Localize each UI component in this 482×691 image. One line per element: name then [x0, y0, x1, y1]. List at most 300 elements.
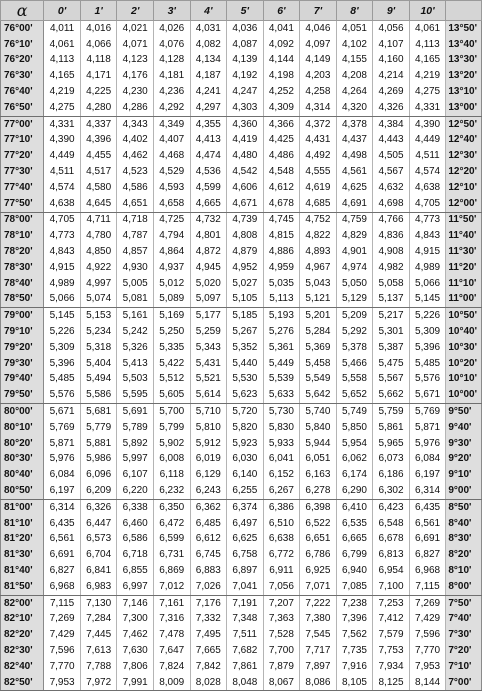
table-body [1, 21, 482, 691]
value-cell: 4,372 [300, 116, 337, 132]
value-cell: 4,437 [336, 133, 373, 149]
value-cell: 4,893 [300, 244, 337, 260]
value-cell: 7,071 [300, 579, 337, 595]
value-cell: 7,579 [373, 627, 410, 643]
value-cell: 4,320 [336, 100, 373, 116]
value-cell: 6,118 [153, 467, 190, 483]
right-angle-header [446, 1, 482, 21]
value-cell: 6,786 [300, 547, 337, 563]
value-cell: 5,458 [300, 356, 337, 372]
value-cell: 4,498 [336, 148, 373, 164]
value-cell: 5,217 [373, 308, 410, 324]
value-cell: 4,181 [153, 68, 190, 84]
value-cell: 4,462 [117, 148, 154, 164]
value-cell: 4,586 [117, 180, 154, 196]
value-cell: 4,378 [336, 116, 373, 132]
value-cell: 6,612 [190, 532, 227, 548]
value-cell: 7,596 [409, 627, 446, 643]
value-cell: 6,561 [44, 532, 81, 548]
value-cell: 7,269 [44, 611, 81, 627]
value-cell: 6,883 [190, 563, 227, 579]
complement-angle-cell: 10°10' [446, 372, 482, 388]
value-cell: 5,769 [44, 420, 81, 436]
value-cell: 4,241 [190, 84, 227, 100]
table-row [1, 260, 482, 276]
value-cell: 6,267 [263, 483, 300, 499]
value-cell: 6,447 [80, 516, 117, 532]
value-cell: 5,567 [373, 372, 410, 388]
value-cell: 7,300 [117, 611, 154, 627]
value-cell: 6,827 [44, 563, 81, 579]
value-cell: 5,539 [263, 372, 300, 388]
value-cell: 5,871 [44, 436, 81, 452]
value-cell: 5,633 [263, 387, 300, 403]
value-cell: 8,105 [336, 675, 373, 691]
angle-cell: 81°20' [1, 532, 44, 548]
value-cell: 6,841 [80, 563, 117, 579]
value-cell: 7,511 [227, 627, 264, 643]
value-cell: 5,378 [336, 340, 373, 356]
value-cell: 4,711 [80, 212, 117, 228]
complement-angle-cell: 8°30' [446, 532, 482, 548]
value-cell: 5,396 [44, 356, 81, 372]
value-cell: 6,073 [373, 452, 410, 468]
value-cell: 4,066 [80, 37, 117, 53]
value-cell: 4,593 [153, 180, 190, 196]
minute-header: 3' [153, 1, 190, 21]
value-cell: 4,982 [373, 260, 410, 276]
value-cell: 5,145 [44, 308, 81, 324]
value-cell: 5,250 [153, 324, 190, 340]
table-row [1, 387, 482, 403]
angle-cell: 82°40' [1, 659, 44, 675]
value-cell: 7,934 [373, 659, 410, 675]
value-cell: 7,528 [263, 627, 300, 643]
value-cell: 6,362 [190, 499, 227, 515]
table-row [1, 516, 482, 532]
value-cell: 4,236 [153, 84, 190, 100]
value-cell: 5,012 [153, 276, 190, 292]
complement-angle-cell: 8°10' [446, 563, 482, 579]
value-cell: 4,671 [227, 196, 264, 212]
value-cell: 4,638 [44, 196, 81, 212]
value-cell: 6,897 [227, 563, 264, 579]
value-cell: 4,160 [373, 53, 410, 69]
table-row [1, 627, 482, 643]
table-row [1, 611, 482, 627]
value-cell: 5,387 [373, 340, 410, 356]
value-cell: 6,232 [153, 483, 190, 499]
value-cell: 5,226 [44, 324, 81, 340]
value-cell: 4,930 [117, 260, 154, 276]
value-cell: 5,652 [336, 387, 373, 403]
value-cell: 4,759 [336, 212, 373, 228]
angle-cell: 77°00' [1, 116, 44, 132]
value-cell: 6,314 [44, 499, 81, 515]
value-cell: 8,048 [227, 675, 264, 691]
table-row [1, 643, 482, 659]
value-cell: 5,830 [263, 420, 300, 436]
value-cell: 7,953 [409, 659, 446, 675]
table-row [1, 452, 482, 468]
value-cell: 5,309 [44, 340, 81, 356]
value-cell: 7,207 [263, 595, 300, 611]
value-cell: 4,252 [263, 84, 300, 100]
value-cell: 4,208 [336, 68, 373, 84]
value-cell: 4,678 [263, 196, 300, 212]
value-cell: 5,475 [373, 356, 410, 372]
value-cell: 5,954 [336, 436, 373, 452]
complement-angle-cell: 7°30' [446, 627, 482, 643]
value-cell: 7,735 [336, 643, 373, 659]
value-cell: 6,691 [409, 532, 446, 548]
minute-header: 10' [409, 1, 446, 21]
value-cell: 4,766 [373, 212, 410, 228]
value-cell: 4,449 [409, 133, 446, 149]
value-cell: 6,435 [44, 516, 81, 532]
value-cell: 4,638 [409, 180, 446, 196]
value-cell: 7,545 [300, 627, 337, 643]
angle-cell: 77°40' [1, 180, 44, 196]
complement-angle-cell: 10°40' [446, 324, 482, 340]
value-cell: 6,030 [227, 452, 264, 468]
value-cell: 6,855 [117, 563, 154, 579]
value-cell: 7,146 [117, 595, 154, 611]
minute-header: 4' [190, 1, 227, 21]
value-cell: 4,787 [117, 228, 154, 244]
value-cell: 4,915 [44, 260, 81, 276]
value-cell: 7,879 [263, 659, 300, 675]
value-cell: 4,886 [263, 244, 300, 260]
value-cell: 6,827 [409, 547, 446, 563]
value-cell: 5,449 [263, 356, 300, 372]
value-cell: 6,008 [153, 452, 190, 468]
value-cell: 6,255 [227, 483, 264, 499]
value-cell: 5,710 [190, 404, 227, 420]
value-cell: 4,468 [153, 148, 190, 164]
table-row [1, 532, 482, 548]
value-cell: 6,561 [409, 516, 446, 532]
value-cell: 5,292 [336, 324, 373, 340]
table-row [1, 116, 482, 132]
value-cell: 4,705 [44, 212, 81, 228]
angle-cell: 78°20' [1, 244, 44, 260]
value-cell: 5,284 [300, 324, 337, 340]
angle-cell: 80°00' [1, 404, 44, 420]
value-cell: 5,343 [190, 340, 227, 356]
value-cell: 6,084 [44, 467, 81, 483]
value-cell: 6,522 [300, 516, 337, 532]
value-cell: 7,972 [80, 675, 117, 691]
angle-cell: 80°20' [1, 436, 44, 452]
value-cell: 5,234 [80, 324, 117, 340]
complement-angle-cell: 11°10' [446, 276, 482, 292]
value-cell: 5,933 [263, 436, 300, 452]
angle-cell: 79°00' [1, 308, 44, 324]
value-cell: 4,355 [190, 116, 227, 132]
value-cell: 6,326 [80, 499, 117, 515]
value-cell: 4,366 [263, 116, 300, 132]
value-cell: 4,264 [336, 84, 373, 100]
value-cell: 4,082 [190, 37, 227, 53]
value-cell: 8,144 [409, 675, 446, 691]
value-cell: 5,259 [190, 324, 227, 340]
value-cell: 6,019 [190, 452, 227, 468]
complement-angle-cell: 9°00' [446, 483, 482, 499]
value-cell: 5,369 [300, 340, 337, 356]
value-cell: 4,123 [117, 53, 154, 69]
complement-angle-cell: 12°00' [446, 196, 482, 212]
angle-cell: 78°30' [1, 260, 44, 276]
value-cell: 4,745 [263, 212, 300, 228]
value-cell: 5,549 [300, 372, 337, 388]
value-cell: 4,599 [190, 180, 227, 196]
value-cell: 6,140 [227, 467, 264, 483]
value-cell: 4,314 [300, 100, 337, 116]
angle-cell: 79°10' [1, 324, 44, 340]
value-cell: 4,149 [300, 53, 337, 69]
value-cell: 4,691 [336, 196, 373, 212]
value-cell: 5,586 [80, 387, 117, 403]
value-cell: 5,466 [336, 356, 373, 372]
value-cell: 4,606 [227, 180, 264, 196]
value-cell: 5,121 [300, 292, 337, 308]
complement-angle-cell: 9°10' [446, 467, 482, 483]
angle-cell: 76°20' [1, 53, 44, 69]
value-cell: 4,449 [44, 148, 81, 164]
value-cell: 7,429 [409, 611, 446, 627]
value-cell: 5,902 [153, 436, 190, 452]
value-cell: 5,267 [227, 324, 264, 340]
value-cell: 5,681 [80, 404, 117, 420]
value-cell: 5,074 [80, 292, 117, 308]
value-cell: 6,510 [263, 516, 300, 532]
value-cell: 5,226 [409, 308, 446, 324]
table-row [1, 340, 482, 356]
table-row [1, 372, 482, 388]
complement-angle-cell: 12°30' [446, 148, 482, 164]
complement-angle-cell: 7°50' [446, 595, 482, 611]
value-cell: 6,096 [80, 467, 117, 483]
value-cell: 7,717 [300, 643, 337, 659]
value-cell: 7,991 [117, 675, 154, 691]
value-cell: 6,718 [117, 547, 154, 563]
value-cell: 4,945 [190, 260, 227, 276]
value-cell: 4,061 [44, 37, 81, 53]
value-cell: 4,425 [263, 133, 300, 149]
value-cell: 5,097 [190, 292, 227, 308]
value-cell: 4,309 [263, 100, 300, 116]
value-cell: 5,081 [117, 292, 154, 308]
value-cell: 7,613 [80, 643, 117, 659]
value-cell: 6,586 [117, 532, 154, 548]
value-cell: 5,810 [190, 420, 227, 436]
value-cell: 5,997 [117, 452, 154, 468]
complement-angle-cell: 10°00' [446, 387, 482, 403]
value-cell: 4,031 [190, 21, 227, 37]
value-cell: 5,404 [80, 356, 117, 372]
value-cell: 6,314 [409, 483, 446, 499]
value-cell: 7,462 [117, 627, 154, 643]
value-cell: 4,286 [117, 100, 154, 116]
value-cell: 4,192 [227, 68, 264, 84]
value-cell: 4,989 [409, 260, 446, 276]
value-cell: 4,580 [80, 180, 117, 196]
value-cell: 5,871 [409, 420, 446, 436]
angle-cell: 78°00' [1, 212, 44, 228]
value-cell: 7,630 [117, 643, 154, 659]
value-cell: 5,662 [373, 387, 410, 403]
value-cell: 4,486 [263, 148, 300, 164]
value-cell: 7,253 [373, 595, 410, 611]
value-cell: 5,113 [263, 292, 300, 308]
value-cell: 4,225 [80, 84, 117, 100]
value-cell: 6,209 [80, 483, 117, 499]
value-cell: 5,066 [409, 276, 446, 292]
table-row [1, 436, 482, 452]
complement-angle-cell: 11°00' [446, 292, 482, 308]
value-cell: 6,599 [153, 532, 190, 548]
table-row [1, 324, 482, 340]
value-cell: 6,983 [80, 579, 117, 595]
value-cell: 4,829 [336, 228, 373, 244]
table-row [1, 547, 482, 563]
value-cell: 4,794 [153, 228, 190, 244]
value-cell: 4,739 [227, 212, 264, 228]
angle-cell: 82°30' [1, 643, 44, 659]
value-cell: 4,102 [336, 37, 373, 53]
value-cell: 6,435 [409, 499, 446, 515]
value-cell: 4,092 [263, 37, 300, 53]
value-cell: 4,698 [373, 196, 410, 212]
value-cell: 6,535 [336, 516, 373, 532]
value-cell: 7,412 [373, 611, 410, 627]
table-row [1, 68, 482, 84]
value-cell: 7,085 [336, 579, 373, 595]
table-row [1, 244, 482, 260]
complement-angle-cell: 9°40' [446, 420, 482, 436]
value-cell: 5,881 [80, 436, 117, 452]
value-cell: 6,174 [336, 467, 373, 483]
table-row [1, 100, 482, 116]
value-cell: 4,036 [227, 21, 264, 37]
value-cell: 4,230 [117, 84, 154, 100]
value-cell: 5,066 [44, 292, 81, 308]
table-row [1, 196, 482, 212]
value-cell: 8,009 [153, 675, 190, 691]
value-cell: 7,596 [44, 643, 81, 659]
value-cell: 4,822 [300, 228, 337, 244]
value-cell: 5,242 [117, 324, 154, 340]
value-cell: 5,944 [300, 436, 337, 452]
value-cell: 5,691 [117, 404, 154, 420]
value-cell: 4,016 [80, 21, 117, 37]
angle-cell: 78°50' [1, 292, 44, 308]
complement-angle-cell: 11°50' [446, 212, 482, 228]
value-cell: 7,115 [409, 579, 446, 595]
value-cell: 4,247 [227, 84, 264, 100]
value-cell: 4,097 [300, 37, 337, 53]
angle-cell: 79°20' [1, 340, 44, 356]
value-cell: 4,511 [44, 164, 81, 180]
value-cell: 4,732 [190, 212, 227, 228]
value-cell: 4,480 [227, 148, 264, 164]
value-cell: 5,820 [227, 420, 264, 436]
complement-angle-cell: 13°50' [446, 21, 482, 37]
value-cell: 6,758 [227, 547, 264, 563]
value-cell: 6,704 [80, 547, 117, 563]
value-cell: 4,561 [336, 164, 373, 180]
table-row [1, 595, 482, 611]
value-cell: 4,632 [373, 180, 410, 196]
complement-angle-cell: 7°20' [446, 643, 482, 659]
value-cell: 7,026 [190, 579, 227, 595]
value-cell: 5,396 [409, 340, 446, 356]
value-cell: 5,431 [190, 356, 227, 372]
value-cell: 4,843 [44, 244, 81, 260]
value-cell: 4,292 [153, 100, 190, 116]
value-cell: 7,348 [227, 611, 264, 627]
value-cell: 4,139 [227, 53, 264, 69]
value-cell: 7,238 [336, 595, 373, 611]
complement-angle-cell: 8°00' [446, 579, 482, 595]
value-cell: 4,431 [300, 133, 337, 149]
value-cell: 5,521 [190, 372, 227, 388]
table-row [1, 180, 482, 196]
value-cell: 5,749 [336, 404, 373, 420]
value-cell: 6,954 [373, 563, 410, 579]
table-row [1, 563, 482, 579]
value-cell: 4,536 [190, 164, 227, 180]
value-cell: 6,968 [44, 579, 81, 595]
angle-cell: 80°10' [1, 420, 44, 436]
value-cell: 7,953 [44, 675, 81, 691]
complement-angle-cell: 7°40' [446, 611, 482, 627]
value-cell: 4,176 [117, 68, 154, 84]
value-cell: 5,105 [227, 292, 264, 308]
angle-cell: 82°10' [1, 611, 44, 627]
value-cell: 5,027 [227, 276, 264, 292]
value-cell: 4,836 [373, 228, 410, 244]
value-cell: 4,165 [409, 53, 446, 69]
value-cell: 4,542 [227, 164, 264, 180]
table-row [1, 579, 482, 595]
value-cell: 6,374 [227, 499, 264, 515]
value-cell: 4,725 [153, 212, 190, 228]
value-cell: 5,058 [373, 276, 410, 292]
value-cell: 4,280 [80, 100, 117, 116]
value-cell: 7,100 [373, 579, 410, 595]
value-cell: 5,137 [373, 292, 410, 308]
value-cell: 7,700 [263, 643, 300, 659]
value-cell: 4,773 [44, 228, 81, 244]
value-cell: 5,193 [263, 308, 300, 324]
value-cell: 4,413 [190, 133, 227, 149]
value-cell: 7,380 [300, 611, 337, 627]
value-cell: 6,625 [227, 532, 264, 548]
complement-angle-cell: 9°50' [446, 404, 482, 420]
complement-angle-cell: 13°00' [446, 100, 482, 116]
value-cell: 4,658 [153, 196, 190, 212]
value-cell: 6,107 [117, 467, 154, 483]
angle-cell: 82°50' [1, 675, 44, 691]
value-cell: 7,824 [153, 659, 190, 675]
value-cell: 4,026 [153, 21, 190, 37]
value-cell: 5,209 [336, 308, 373, 324]
minute-header: 6' [263, 1, 300, 21]
value-cell: 4,801 [190, 228, 227, 244]
table-row [1, 659, 482, 675]
